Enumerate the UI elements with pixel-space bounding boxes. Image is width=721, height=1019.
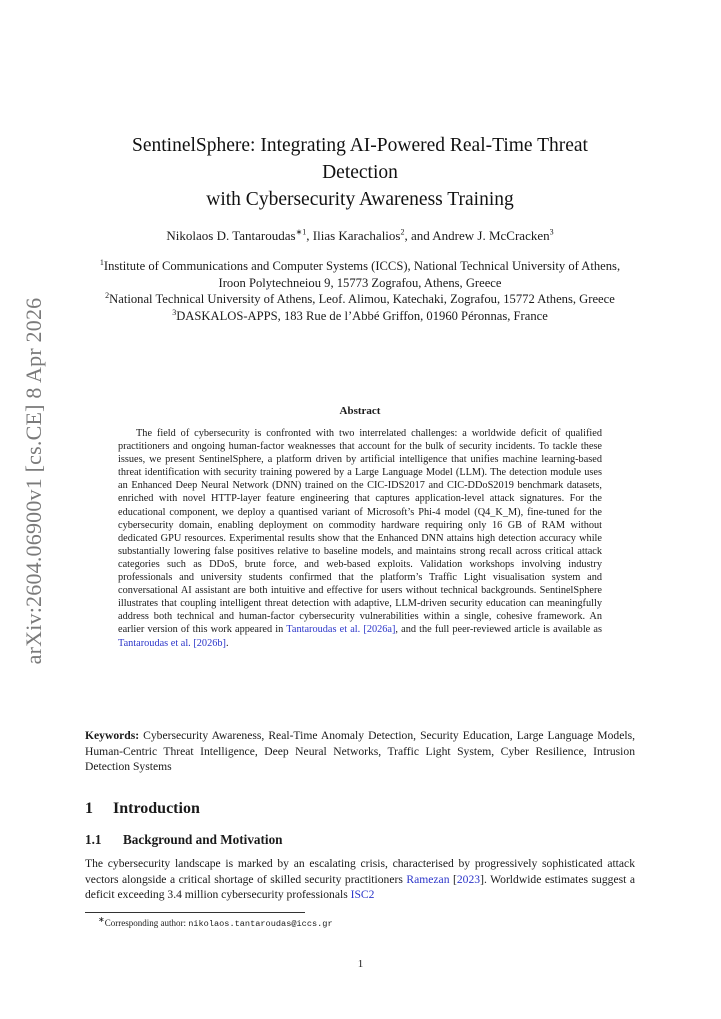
author-name: Ilias Karachalios [312,228,401,243]
affil-mark: 1 [99,257,104,267]
citation-author: Tantaroudas et al. [286,624,361,636]
affiliation [85,258,635,291]
citation-link[interactable]: ISC2 [350,888,375,901]
affiliation [85,291,635,308]
title-line-2: Detection [322,162,398,183]
footnote-divider [85,912,305,913]
affil-text: DASKALOS-APPS, 183 Rue de l’Abbé Griffon, 01960 Péronnas, France [176,308,548,323]
affiliation [85,308,635,325]
citation-year-link[interactable]: 2023 [456,872,481,886]
citation-link[interactable]: Tantaroudas et al. [2026a] [286,624,396,636]
citation-year: 2026b [196,637,223,649]
footnote-email: nikolaos.tantaroudas@iccs.gr [188,919,333,929]
section-title: Introduction [113,800,200,817]
footnote [98,917,333,930]
author-affil-mark: 3 [549,227,554,237]
abstract-text-end: . [225,637,229,649]
citation-year: 2026a [366,624,392,636]
abstract-body [118,427,602,650]
title-line-1: SentinelSphere: Integrating AI-Powered Real-Time Threat [132,135,588,156]
abstract-text: The field of cybersecurity is confronted with two interrelated challenges: a worldwide deficit of qualified practitioners and ongoing human-factor weaknesses that account for the bulk of security incidents. To tackle these issues, we present SentinelSphere, a platform driven by artificial intelligence that unifies machine learning-based threat identification with security training powered by a Large Language Model (LLM). The detection module uses an Enhanced Deep Neural Network (DNN) trained on the CIC-IDS2017 and CIC-DDoS2019 benchmark datasets, enriched with novel HTTP-layer feature engineering that captures application-level attack signatures. For the educational component, we deploy a quantised variant of Microsoft’s Phi-4 model (Q4_K_M), fine-tuned for the cybersecurity domain, enabling deployment on commodity hardware requiring only 16 GB of RAM without dedicated GPU resources. Experimental results show that the Enhanced DNN attains high detection accuracy while substantially lowering false positives relative to baseline models, and maintains strong recall across critical attack categories such as DDoS, brute force, and web-based exploits. Validation workshops involving industry professionals and university students confirmed that the platform’s Traffic Light visualisation system and conversational AI assistant are both intuitive and effective for users without technical backgrounds. SentinelSphere illustrates that coupling intelligent threat detection with adaptive, LLM-driven security education can meaningfully address both technical and human-factor cybersecurity vulnerabilities within a single, cohesive framework. An earlier version of this work appeared in [118,428,602,636]
citation-author: Tantaroudas et al. [118,637,191,649]
author-affil-mark: 2 [400,227,405,237]
subsection-title: Background and Motivation [123,832,283,847]
affil-mark: 3 [172,307,177,317]
page-number: 1 [357,958,364,970]
section-heading [85,800,200,818]
subsection-number: 1.1 [85,832,102,847]
author-list [95,227,625,245]
affil-mark: 2 [105,290,110,300]
intro-paragraph: The cybersecurity landscape is marked by an escalating crisis, characterised by progressively sophisticated attack vectors alongside a critical shortage of skilled security practitioners Ramezan [2023]. Worldwide estimates suggest a deficit exceeding 3.4 million cybersecurity professionals ISC2 [85,857,635,901]
keywords-paragraph [85,728,635,775]
author-separator: , and [404,228,433,243]
affil-text: National Technical University of Athens, Leof. Alimou, Katechaki, Zografou, 15772 Athens, Greece [109,292,615,306]
affil-text: Institute of Communications and Computer Systems (ICCS), National Technical University of Athens, Iroon Polytechneiou 9, 15773 Zografou, Athens, Greece [103,259,621,290]
section-number: 1 [85,800,93,817]
intro-text: . Worldwide estimates suggest a deficit exceeding 3.4 million cybersecurity professionals [85,872,635,901]
paper-title [95,132,625,213]
author-affil-mark: ∗1 [295,227,307,237]
abstract-text-mid: , and the full peer-reviewed article is available as [395,624,602,636]
author-name: Andrew J. McCracken [432,228,550,243]
keywords-label: Keywords: [85,729,140,742]
citation-link[interactable] [406,873,449,886]
keywords-text: Cybersecurity Awareness, Real-Time Anomaly Detection, Security Education, Large Language Models, Human-Centric Threat Intelligence, Deep Neural Networks, Traffic Light System, Cyber Resilience, Intrusion Detection Systems [85,729,635,773]
author-separator: , [306,228,313,243]
arxiv-identifier-text: arXiv:2604.06900v1 [cs.CE] 8 Apr 2026 [21,297,46,665]
subsection-heading [85,832,283,848]
intro-text: The cybersecurity landscape is marked by an escalating crisis, characterised by progressively sophisticated attack vectors alongside a critical shortage of skilled security practitioners [85,857,635,886]
author-name: Nikolaos D. Tantaroudas [166,228,296,243]
arxiv-identifier-stamp [14,297,54,665]
affiliation-list [85,258,635,324]
footnote-label: Corresponding author: [104,918,189,928]
abstract-heading: Abstract [339,405,381,417]
citation-author: Ramezan [406,872,450,886]
footnote-mark: ∗ [98,915,105,924]
title-line-3: with Cybersecurity Awareness Training [206,189,514,210]
citation-link[interactable]: Tantaroudas et al. [2026b] [118,637,226,649]
